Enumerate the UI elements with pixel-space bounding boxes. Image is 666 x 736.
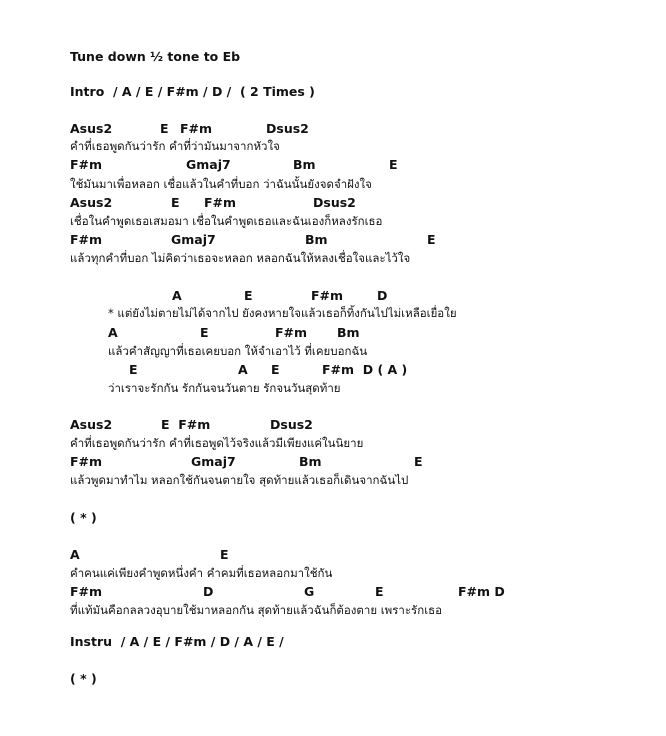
chord: A bbox=[70, 547, 80, 562]
chord: F#m bbox=[70, 232, 103, 247]
chord-line bbox=[70, 157, 630, 173]
chord: E F#m bbox=[161, 417, 211, 432]
chord: F#m D ( A ) bbox=[322, 362, 408, 377]
chord: E bbox=[171, 195, 180, 210]
lyric-line: ว่าเราจะรักกัน รักกันจนวันตาย รักจนวันสุดท้าย bbox=[108, 381, 341, 395]
chord: A bbox=[238, 362, 248, 377]
lyric-line: แล้วพูดมาทำไม หลอกใช้กันจนตายใจ สุดท้ายแล้วเธอก็เดินจากฉันไป bbox=[70, 473, 409, 487]
lyric-line: คำที่เธอพูดกันว่ารัก คำที่เธอพูดไว้จริงแล้วมีเพียงแค่ในนิยาย bbox=[70, 436, 364, 450]
chord-line bbox=[108, 325, 558, 341]
chord: Bm bbox=[293, 157, 316, 172]
chorus-reference: ( * ) bbox=[70, 510, 97, 525]
chord-line bbox=[70, 195, 630, 211]
chord: Asus2 bbox=[70, 195, 113, 210]
chord: Bm bbox=[305, 232, 328, 247]
lyric-line: ที่แท้มันคือกลลวงอุบายใช้มาหลอกกัน สุดท้ายแล้วฉันก็ต้องตาย เพราะรักเธอ bbox=[70, 603, 443, 617]
chord: A bbox=[108, 325, 118, 340]
chord: E bbox=[375, 584, 384, 599]
chord: E bbox=[129, 362, 138, 377]
chord: Dsus2 bbox=[266, 121, 309, 136]
chord: Gmaj7 bbox=[191, 454, 236, 469]
chord: F#m bbox=[311, 288, 344, 303]
chord: G bbox=[304, 584, 315, 599]
chord: D bbox=[203, 584, 214, 599]
lyric-line: แล้วทุกคำที่บอก ไม่คิดว่าเธอจะหลอก หลอกฉันให้หลงเชื่อใจและไว้ใจ bbox=[70, 251, 411, 265]
chord: Gmaj7 bbox=[171, 232, 216, 247]
lyric-line: คำคนแค่เพียงคำพูดหนึ่งคำ คำคมที่เธอหลอกมาใช้กัน bbox=[70, 566, 333, 580]
chord: A bbox=[172, 288, 182, 303]
chord: Bm bbox=[299, 454, 322, 469]
chord-line bbox=[70, 232, 630, 248]
chord-line bbox=[172, 288, 572, 304]
tuning-note: Tune down ½ tone to Eb bbox=[70, 49, 241, 64]
chord: F#m bbox=[204, 195, 237, 210]
chord-line bbox=[70, 121, 630, 137]
chord-line bbox=[129, 362, 529, 378]
chord: E bbox=[200, 325, 209, 340]
lyric-line: เชื่อในคำพูดเธอเสมอมา เชื่อในคำพูดเธอและฉันเองก็หลงรักเธอ bbox=[70, 214, 383, 228]
chord: F#m bbox=[70, 454, 103, 469]
chord: F#m bbox=[275, 325, 308, 340]
intro-line: Intro / A / E / F#m / D / ( 2 Times ) bbox=[70, 84, 315, 99]
lyric-line: * แต่ยังไม่ตายไม่ได้จากไป ยังคงหายใจแล้วเธอก็ทิ้งกันไปไม่เหลือเยื่อใย bbox=[108, 306, 457, 320]
instrumental-line: Instru / A / E / F#m / D / A / E / bbox=[70, 634, 284, 649]
lyric-line: คำที่เธอพูดกันว่ารัก คำที่ว่ามันมาจากหัวใจ bbox=[70, 139, 280, 153]
chord: E bbox=[244, 288, 253, 303]
chord: Dsus2 bbox=[270, 417, 313, 432]
chord: Gmaj7 bbox=[186, 157, 231, 172]
lyric-line: แล้วคำสัญญาที่เธอเคยบอก ให้จำเอาไว้ ที่เคยบอกฉัน bbox=[108, 344, 368, 358]
chorus-reference: ( * ) bbox=[70, 671, 97, 686]
chord: Asus2 bbox=[70, 121, 113, 136]
chord: E bbox=[414, 454, 423, 469]
chord: E bbox=[427, 232, 436, 247]
chord: E bbox=[389, 157, 398, 172]
chord: F#m bbox=[70, 157, 103, 172]
chord: Dsus2 bbox=[313, 195, 356, 210]
chord: Asus2 bbox=[70, 417, 113, 432]
chord: F#m bbox=[70, 584, 103, 599]
chord-line bbox=[70, 547, 630, 563]
chord: D bbox=[377, 288, 388, 303]
chord: E bbox=[271, 362, 280, 377]
chord-line bbox=[70, 417, 630, 433]
chord: E bbox=[160, 121, 169, 136]
chord: E bbox=[220, 547, 229, 562]
chord-line bbox=[70, 454, 630, 470]
lyric-line: ใช้มันมาเพื่อหลอก เชื่อแล้วในคำที่บอก ว่าฉันนั้นยังจดจำฝังใจ bbox=[70, 177, 372, 191]
chord-line bbox=[70, 584, 630, 600]
chord: F#m D bbox=[458, 584, 505, 599]
chord: Bm bbox=[337, 325, 360, 340]
chord: F#m bbox=[180, 121, 213, 136]
